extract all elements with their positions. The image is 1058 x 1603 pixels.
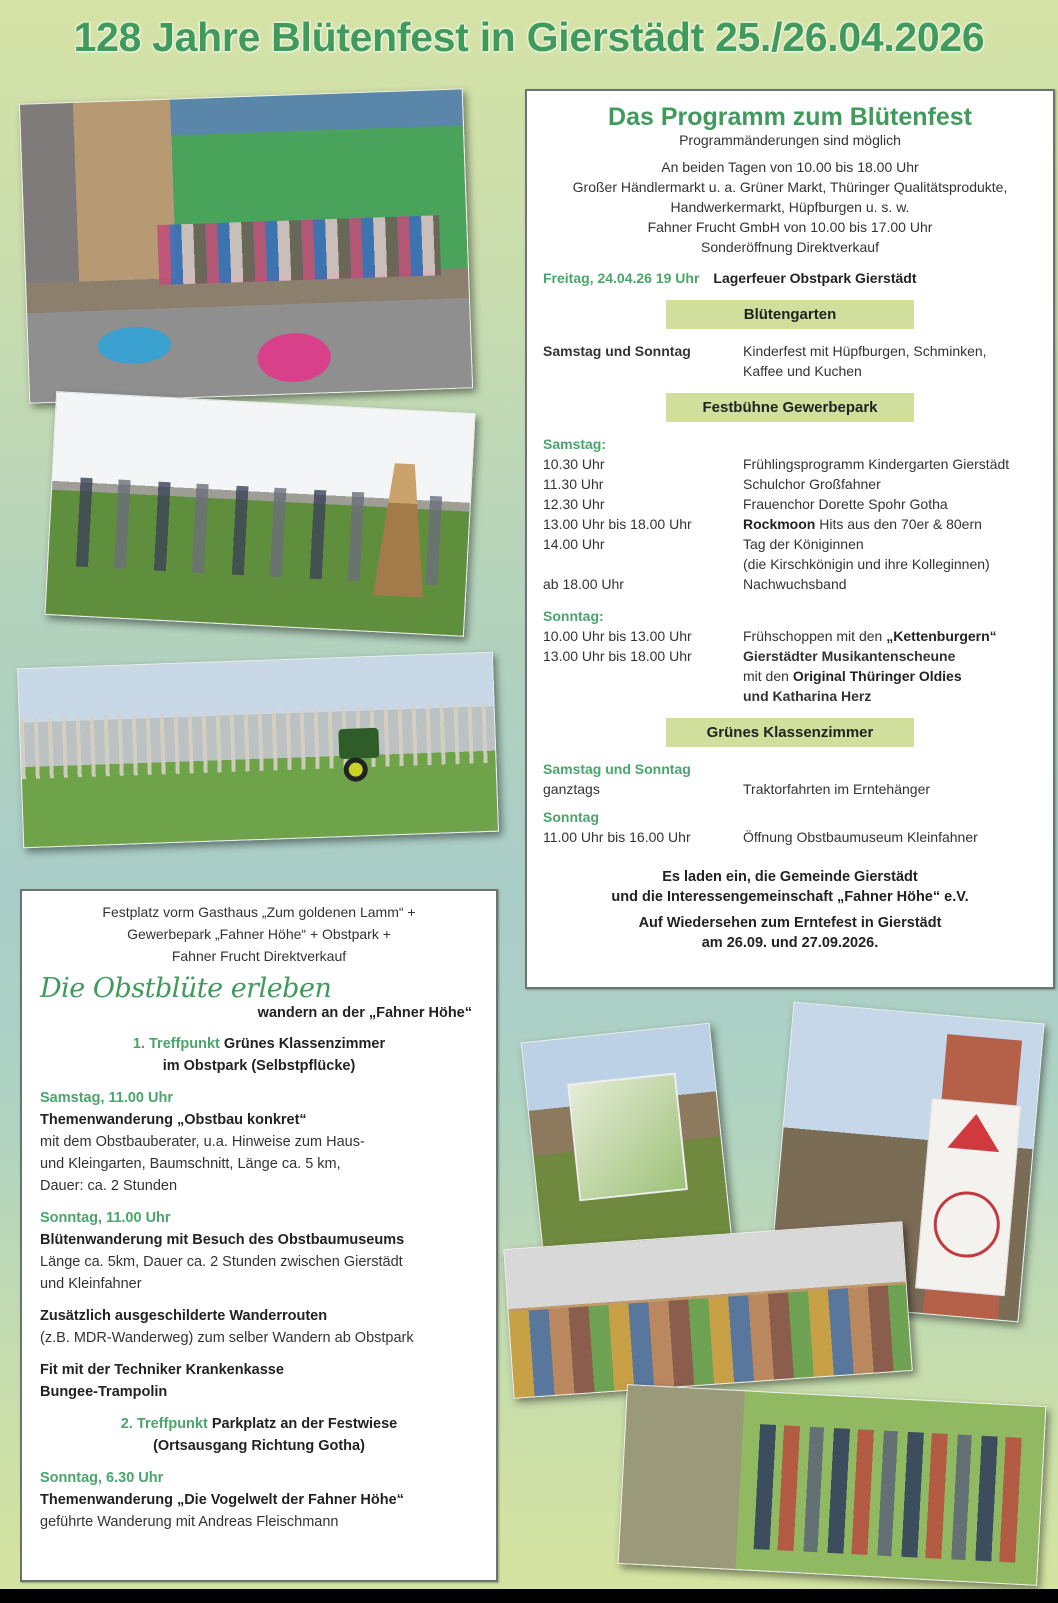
bottom-black-bar	[0, 1589, 1058, 1603]
event-when: Sonntag, 11.00 Uhr	[40, 1210, 171, 1226]
row-event	[743, 626, 997, 646]
schedule-row	[543, 626, 1037, 646]
row-event	[743, 666, 962, 686]
program-box	[525, 89, 1055, 989]
event-line: Kinderfest mit Hüpfburgen, Schminken,	[743, 343, 987, 359]
event-when: Samstag, 11.00 Uhr	[40, 1090, 173, 1106]
venue-line: Fahner Frucht Direktverkauf	[171, 948, 347, 964]
meeting-place: Parkplatz an der Festwiese	[207, 1416, 398, 1432]
poster-title: 128 Jahre Blütenfest in Gierstädt 25./26.04.2026	[73, 14, 985, 60]
stage-kindergarten-photo	[19, 88, 473, 403]
closing-line: Auf Wiedersehen zum Erntefest in Gierstädt	[638, 915, 942, 931]
park-playground-photo	[44, 391, 475, 637]
venue-line: Festplatz vorm Gasthaus „Zum goldenen Lamm“ +	[102, 904, 416, 920]
band-name: „Kettenburgern“	[886, 628, 997, 644]
band-name: Rockmoon	[743, 516, 816, 532]
sunday-label: Sonntag:	[543, 608, 604, 624]
row-time	[543, 686, 743, 706]
section-heading-festbuehne: Festbühne Gewerbepark	[666, 393, 914, 422]
event-title: Blütenwanderung mit Besuch des Obstbaumuseums	[40, 1232, 405, 1248]
schedule-row	[543, 494, 1037, 514]
row-event: Nachwuchsband	[743, 576, 847, 592]
row-event: und Katharina Herz	[743, 688, 872, 704]
program-title: Das Programm zum Blütenfest	[608, 103, 972, 131]
row-event: Frühlingsprogramm Kindergarten Gierstädt	[743, 456, 1010, 472]
script-heading: Die Obstblüte erleben	[40, 973, 332, 1004]
friday-what: Lagerfeuer Obstpark Gierstädt	[713, 270, 917, 286]
schedule-row	[543, 827, 1037, 847]
friday-when: Freitag, 24.04.26 19 Uhr	[543, 270, 700, 286]
red-triangle-icon	[947, 1112, 1002, 1152]
row-time: ganztags	[543, 781, 600, 797]
farewell	[543, 913, 1037, 953]
event-title: Themenwanderung „Obstbau konkret“	[40, 1112, 307, 1128]
venue-line: Gewerbepark „Fahner Höhe“ + Obstpark +	[127, 926, 391, 942]
hike-subtitle: wandern an der „Fahner Höhe“	[257, 1005, 472, 1021]
event-title: Zusätzlich ausgeschilderte Wanderrouten	[40, 1308, 328, 1324]
friday-event	[543, 268, 1037, 288]
invitation	[543, 867, 1037, 907]
meeting-point-1	[40, 1033, 478, 1077]
row-event: Gierstädter Musikantenscheune	[743, 648, 956, 664]
hiking-box	[20, 889, 498, 1582]
tractor-ride-photo	[17, 652, 499, 849]
schedule-row	[543, 514, 1037, 534]
intro-line: Handwerkermarkt, Hüpfburgen u. s. w.	[670, 199, 910, 215]
band-name: Original Thüringer Oldies	[792, 668, 962, 684]
schedule-row	[543, 646, 1037, 666]
row-when: Samstag und Sonntag	[543, 343, 691, 359]
event-desc: geführte Wanderung mit Andreas Fleischmann	[40, 1514, 339, 1530]
program-subtitle: Programmänderungen sind möglich	[679, 132, 901, 148]
event-title: Themenwanderung „Die Vogelwelt der Fahner Höhe“	[40, 1492, 404, 1508]
schedule-row	[543, 454, 1037, 474]
schedule-row	[543, 779, 1037, 799]
event-title: Fit mit der Techniker Krankenkasse	[40, 1362, 284, 1378]
row-time	[543, 554, 743, 574]
row-time: 14.00 Uhr	[543, 536, 605, 552]
row-time: ab 18.00 Uhr	[543, 576, 624, 592]
intro-line: Großer Händlermarkt u. a. Grüner Markt, Thüringer Qualitätsprodukte,	[572, 179, 1008, 195]
row-event: Tag der Königinnen	[743, 536, 864, 552]
row-time: 10.30 Uhr	[543, 456, 605, 472]
row-event	[743, 341, 987, 381]
event-line: Kaffee und Kuchen	[743, 363, 862, 379]
program-intro	[543, 157, 1037, 257]
schedule-row	[543, 534, 1037, 554]
weekend-label: Samstag und Sonntag	[543, 761, 691, 777]
closing-line: und die Interessengemeinschaft „Fahner Höhe“ e.V.	[611, 889, 969, 905]
row-event: Öffnung Obstbaumuseum Kleinfahner	[743, 829, 978, 845]
event-desc: Länge ca. 5km, Dauer ca. 2 Stunden zwischen Gierstädt	[40, 1254, 403, 1270]
row-event: Frauenchor Dorette Spohr Gotha	[743, 496, 948, 512]
bluetengarten-row	[543, 341, 1037, 381]
row-event: Traktorfahrten im Erntehänger	[743, 781, 931, 797]
row-time: 13.00 Uhr bis 18.00 Uhr	[543, 516, 692, 532]
section-heading-bluetengarten: Blütengarten	[666, 300, 914, 329]
hike-event	[40, 1207, 478, 1295]
row-time: 12.30 Uhr	[543, 496, 605, 512]
row-event	[743, 514, 982, 534]
row-time	[543, 666, 743, 686]
meeting-label: 2. Treffpunkt	[120, 1416, 208, 1432]
row-event: (die Kirschkönigin und ihre Kolleginnen)	[743, 556, 990, 572]
sunday-label: Sonntag	[543, 809, 599, 825]
meeting-point-2	[40, 1413, 478, 1457]
schedule-row	[543, 574, 1037, 594]
row-time: 10.00 Uhr bis 13.00 Uhr	[543, 628, 692, 644]
event-desc: Dauer: ca. 2 Stunden	[40, 1178, 178, 1194]
intro-line: An beiden Tagen von 10.00 bis 18.00 Uhr	[661, 159, 919, 175]
schedule-row	[543, 686, 1037, 706]
hiking-map-photo	[521, 1023, 734, 1270]
event-desc: mit dem Obstbauberater, u.a. Hinweise zum Haus-	[40, 1134, 365, 1150]
hike-event	[40, 1467, 478, 1533]
extra-routes	[40, 1305, 478, 1349]
intro-line: Fahner Frucht GmbH von 10.00 bis 17.00 Uhr	[647, 219, 933, 235]
meeting-label: 1. Treffpunkt	[132, 1036, 220, 1052]
event-desc: (z.B. MDR-Wanderweg) zum selber Wandern ab Obstpark	[40, 1330, 414, 1346]
meeting-detail: im Obstpark (Selbstpflücke)	[162, 1058, 356, 1074]
hikers-photo	[618, 1384, 1047, 1586]
row-time: 13.00 Uhr bis 18.00 Uhr	[543, 648, 692, 664]
saturday-label: Samstag:	[543, 436, 607, 452]
meeting-detail: (Ortsausgang Richtung Gotha)	[153, 1438, 365, 1454]
closing-line: am 26.09. und 27.09.2026.	[701, 935, 879, 951]
event-title: Bungee-Trampolin	[40, 1384, 168, 1400]
venue-info	[40, 901, 478, 967]
intro-line: Sonderöffnung Direktverkauf	[701, 239, 879, 255]
event-desc: und Kleingarten, Baumschnitt, Länge ca. 5 km,	[40, 1156, 341, 1172]
row-time: 11.30 Uhr	[543, 476, 604, 492]
hike-event	[40, 1087, 478, 1197]
fitness-offer	[40, 1359, 478, 1403]
event-text: mit den	[743, 668, 793, 684]
section-heading-klassenzimmer: Grünes Klassenzimmer	[666, 718, 914, 747]
event-desc: und Kleinfahner	[40, 1276, 142, 1292]
schedule-row	[543, 554, 1037, 574]
classroom-photo	[503, 1221, 912, 1399]
event-when: Sonntag, 6.30 Uhr	[40, 1470, 164, 1486]
schedule-row	[543, 666, 1037, 686]
event-text: Hits aus den 70er & 80ern	[815, 516, 982, 532]
schedule-row	[543, 474, 1037, 494]
row-event: Schulchor Großfahner	[743, 476, 881, 492]
event-text: Frühschoppen mit den	[743, 628, 887, 644]
row-time: 11.00 Uhr bis 16.00 Uhr	[543, 829, 691, 845]
closing-line: Es laden ein, die Gemeinde Gierstädt	[662, 869, 918, 885]
meeting-place: Grünes Klassenzimmer	[219, 1036, 386, 1052]
